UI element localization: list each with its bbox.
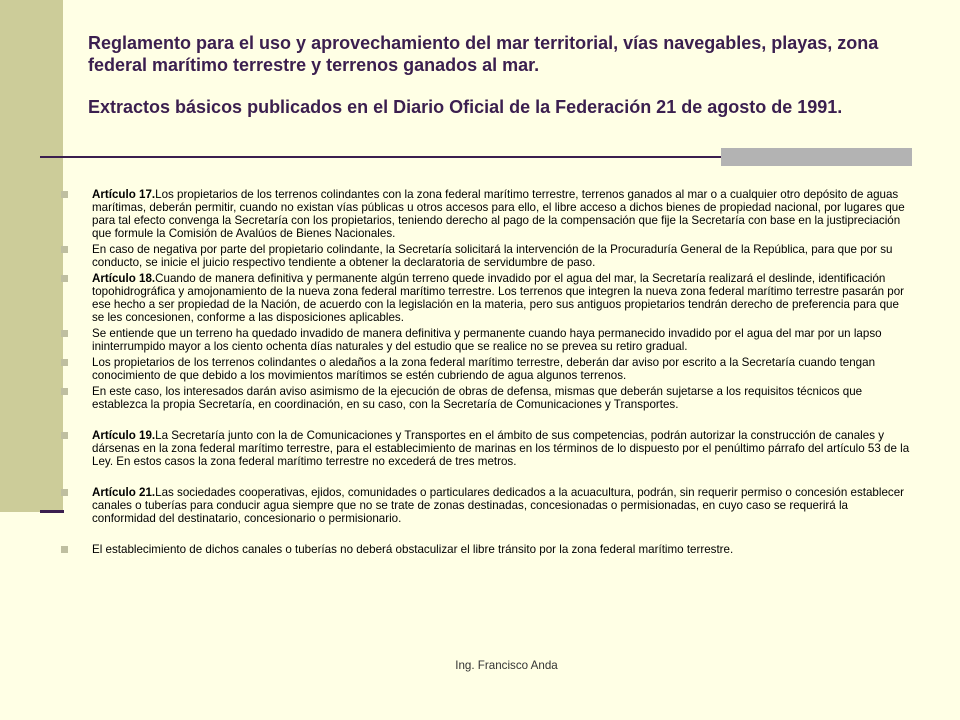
item-text: En este caso, los interesados darán aviso asimismo de la ejecución de obras de defensa, mismas que deberán sujetarse a los requisitos técnicos que establezca la propia Secretaría, en coordinación, en su caso, con la Secretaría de Comunicaciones y Transportes.	[92, 385, 863, 411]
title-main: Reglamento para el uso y aprovechamiento del mar territorial, vías navegables, playas, zona federal marítimo terrestre y terrenos ganados al mar.	[88, 33, 879, 75]
bullet-icon	[61, 359, 68, 366]
list-item	[60, 243, 910, 269]
bullet-icon	[61, 191, 68, 198]
side-accent-band	[0, 0, 63, 512]
list-item	[60, 272, 910, 324]
item-text: En caso de negativa por parte del propietario colindante, la Secretaría solicitará la intervención de la Procuraduría General de la República, para que por su conducto, se inicie el juicio respectivo tendiente a obtener la declaratoria de servidumbre de paso.	[92, 243, 893, 269]
bullet-icon	[61, 246, 68, 253]
title-divider-accent	[721, 148, 912, 166]
title-subtitle: Extractos básicos publicados en el Diario Oficial de la Federación 21 de agosto de 1991.	[88, 97, 843, 117]
list-item	[60, 429, 910, 468]
footer-author: Ing. Francisco Anda	[455, 659, 558, 672]
bullet-icon	[61, 489, 68, 496]
item-text: La Secretaría junto con la de Comunicaciones y Transportes en el ámbito de sus competencias, podrán autorizar la construcción de canales y dársenas en la zona federal marítimo terrestre, para el establecimiento de marinas en los términos de lo dispuesto por el penúltimo párrafo del artículo 53 de la Ley. En estos casos la zona federal marítimo terrestre no excederá de tres metros.	[92, 429, 910, 468]
bullet-icon	[61, 275, 68, 282]
list-item	[60, 356, 910, 382]
bullet-icon	[61, 388, 68, 395]
bullet-icon	[61, 330, 68, 337]
bullet-icon	[61, 432, 68, 439]
item-text: Se entiende que un terreno ha quedado invadido de manera definitiva y permanente cuando haya permanecido invadido por el agua del mar por un lapso ininterrumpido mayor a los ciento ochenta días naturales y del estudio que se realice no se prevea su retiro gradual.	[92, 327, 882, 353]
item-text: Las sociedades cooperativas, ejidos, comunidades o particulares dedicados a la acuacultura, podrán, sin requerir permiso o concesión establecer canales o tuberías para conducir agua siempre que no se trate de zonas destinadas, concesionadas o permisionadas, en cuyo caso se requerirá la conformidad del destinatario, concesionario o permisionario.	[92, 486, 905, 525]
item-text: El establecimiento de dichos canales o tuberías no deberá obstaculizar el libre tránsito por la zona federal marítimo terrestre.	[92, 543, 734, 556]
list-item	[60, 385, 910, 411]
item-text: Cuando de manera definitiva y permanente algún terreno quede invadido por el agua del mar, la Secretaría realizará el deslinde, identificación topohidrográfica y amojonamiento de la nueva zona federal marítimo terrestre. Los terrenos que integren la nueva zona federal marítimo terrestre pasarán por ese hecho a ser propiedad de la Nación, de acuerdo con la legislación en la materia, pero sus antiguos propietarios tendrán derecho de preferencia para que se les concesionen, conforme a las disposiciones aplicables.	[92, 272, 905, 324]
article-number: Artículo 18.	[92, 272, 156, 285]
bullet-icon	[61, 546, 68, 553]
list-item	[60, 327, 910, 353]
list-item	[60, 543, 910, 556]
slide-title	[88, 32, 938, 118]
bullet-list	[60, 188, 910, 556]
list-item	[60, 486, 910, 525]
item-text: Los propietarios de los terrenos colindantes o aledaños a la zona federal marítimo terrestre, deberán dar aviso por escrito a la Secretaría cuando tengan conocimiento de que debido a los movimientos marítimos se estén cubriendo de agua algunos terrenos.	[92, 356, 876, 382]
article-number: Artículo 17.	[92, 188, 156, 201]
item-text: Los propietarios de los terrenos colindantes con la zona federal marítimo terrestre, terrenos ganados al mar o a cualquier otro depósito de aguas marítimas, deberán permitir, cuando no existan vías públicas u otros accesos para ello, el libre acceso a dichos bienes de propiedad nacional, por lugares que para tal efecto convenga la Secretaría con los propietarios, teniendo derecho al pago de la compensación que fije la Secretaría con base en la justipreciación que formule la Comisión de Avalúos de Bienes Nacionales.	[92, 188, 905, 240]
list-item	[60, 188, 910, 240]
article-number: Artículo 19.	[92, 429, 156, 442]
article-number: Artículo 21.	[92, 486, 156, 499]
